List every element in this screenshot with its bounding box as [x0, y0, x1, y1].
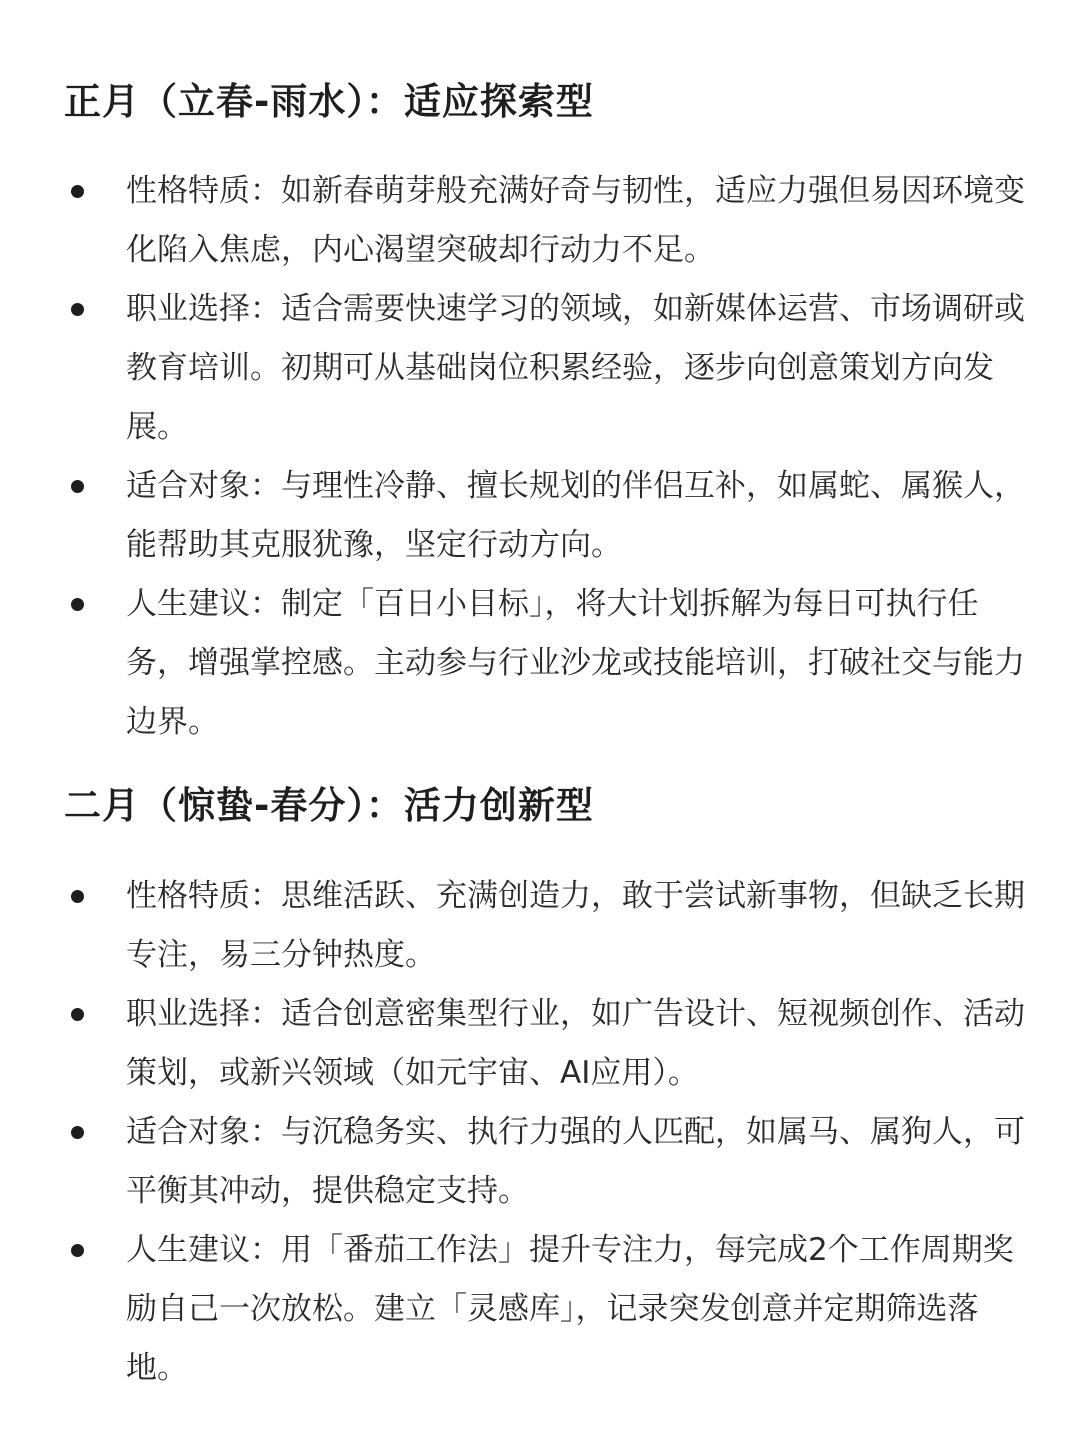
- bullet-dot: [71, 1126, 84, 1139]
- bullet-dot: [71, 185, 84, 198]
- list-item: [64, 280, 1034, 457]
- item-text: 性格特质：思维活跃、充满创造力，敢于尝试新事物，但缺乏长期专注，易三分钟热度。: [126, 878, 1025, 973]
- list-item: [64, 575, 1034, 752]
- bullet-dot: [71, 480, 84, 493]
- item-text: 职业选择：适合创意密集型行业，如广告设计、短视频创作、活动策划，或新兴领域（如元宇宙、AI应用）。: [126, 996, 1025, 1091]
- item-text: 人生建议：用「番茄工作法」提升专注力，每完成2个工作周期奖励自己一次放松。建立「灵感库」，记录突发创意并定期筛选落地。: [126, 1232, 1014, 1386]
- item-text: 人生建议：制定「百日小目标」，将大计划拆解为每日可执行任务，增强掌控感。主动参与行业沙龙或技能培训，打破社交与能力边界。: [126, 586, 1025, 740]
- list-item: [64, 1103, 1034, 1221]
- list-item: [64, 162, 1034, 280]
- bullet-dot: [71, 1008, 84, 1021]
- list-item: [64, 457, 1034, 575]
- section-title-1: 正月（立春-雨水）：适应探索型: [64, 80, 594, 123]
- bullet-dot: [71, 598, 84, 611]
- item-text: 适合对象：与沉稳务实、执行力强的人匹配，如属马、属狗人，可平衡其冲动，提供稳定支持。: [126, 1114, 1025, 1209]
- list-item: [64, 1221, 1034, 1398]
- list-item: [64, 867, 1034, 985]
- section-title-2: 二月（惊蛰-春分）：活力创新型: [64, 784, 594, 827]
- section-1-list: [64, 162, 1034, 752]
- bullet-dot: [71, 303, 84, 316]
- bullet-dot: [71, 1244, 84, 1257]
- section-2-list: [64, 867, 1034, 1398]
- list-item: [64, 985, 1034, 1103]
- item-text: 性格特质：如新春萌芽般充满好奇与韧性，适应力强但易因环境变化陷入焦虑，内心渴望突破却行动力不足。: [126, 173, 1025, 268]
- item-text: 职业选择：适合需要快速学习的领域，如新媒体运营、市场调研或教育培训。初期可从基础岗位积累经验，逐步向创意策划方向发展。: [126, 291, 1025, 445]
- item-text: 适合对象：与理性冷静、擅长规划的伴侣互补，如属蛇、属猴人，能帮助其克服犹豫，坚定行动方向。: [126, 468, 1025, 563]
- bullet-dot: [71, 890, 84, 903]
